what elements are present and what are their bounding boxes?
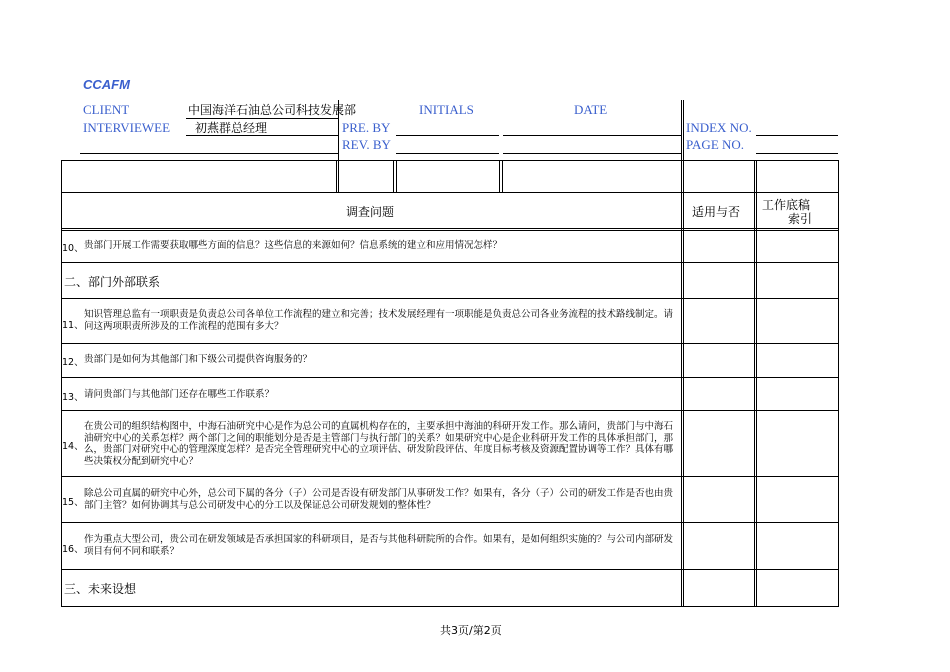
client-underline [186, 118, 338, 119]
table-left-border [61, 160, 62, 606]
divider [336, 160, 337, 192]
client-value: 中国海洋石油总公司科技发展部 [188, 103, 357, 117]
table-right-border [838, 160, 839, 606]
column-header-index-line2: 索引 [788, 212, 813, 226]
question-number: 12、 [62, 357, 84, 368]
question-text: 除总公司直属的研究中心外，总公司下属的各分（子）公司是否设有研发部门从事研发工作？如果有，各分（子）公司的研发工作是否也由贵部门主管？如何协调其与总公司研发中心的分工以及保证总公司研发规划的整体性？ [84, 488, 674, 511]
client-label: CLIENT [83, 102, 130, 117]
question-number: 15、 [62, 497, 84, 508]
index-no-label: INDEX NO. [686, 120, 752, 135]
divider [502, 160, 503, 192]
question-number: 16、 [62, 544, 84, 555]
rev-by-label: REV. BY [342, 137, 391, 152]
question-number: 11、 [62, 320, 84, 331]
divider [393, 160, 394, 192]
date-label: DATE [574, 102, 608, 117]
page-no-label: PAGE NO. [686, 137, 745, 152]
row-border [61, 476, 839, 477]
row-border [61, 343, 839, 344]
table-top-border [61, 160, 839, 161]
question-text: 贵部门开展工作需要获取哪些方面的信息？这些信息的来源如何？信息系统的建立和应用情况怎样？ [84, 240, 503, 251]
row-border [61, 262, 839, 263]
divider [499, 160, 500, 192]
pre-by-date-underline [503, 135, 681, 136]
divider [756, 160, 757, 606]
initials-label: INITIALS [419, 102, 474, 117]
row-border [61, 377, 839, 378]
row-border [61, 522, 839, 523]
row-border [61, 410, 839, 411]
ccafm-logo: CCAFM [83, 77, 130, 92]
question-text: 知识管理总监有一项职责是负责总公司各单位工作流程的建立和完善；技术发展经理有一项职能是负责总公司各业务流程的技术路线制定。请问这两项职责所涉及的工作流程的范围有多大？ [84, 309, 674, 332]
question-number: 14、 [62, 441, 84, 452]
interviewee-underline [186, 135, 338, 136]
row-border [61, 298, 839, 299]
divider [338, 100, 339, 192]
interviewee-value: 初燕群总经理 [195, 121, 268, 135]
column-header-index-line1: 工作底稿 [762, 198, 811, 212]
pre-by-underline [396, 135, 499, 136]
question-text: 在贵公司的组织结构图中，中海石油研究中心是作为总公司的直属机构存在的，主要承担中海油的科研开发工作。那么请问，贵部门与中海石油研究中心的关系怎样？两个部门之间的职能划分是否是主管部门与执行部门的关系？如果研究中心是企业科研开发工作的具体承担部门，那么，贵部门对研究中心的管理深度怎样？是否完全管理研究中心的立项评估、研发阶段评估、年度目标考核及资源配置协调等工作？具体有哪些决策权分配到研究中心？ [84, 421, 674, 467]
table-border [61, 230, 839, 231]
divider [683, 100, 684, 606]
rev-by-underline [396, 153, 499, 154]
page-no-underline [756, 153, 838, 154]
row-underline-left [80, 153, 338, 154]
column-header-question: 调查问题 [346, 205, 395, 219]
table-border [61, 228, 839, 229]
row-border [61, 569, 839, 570]
section-heading: 二、部门外部联系 [64, 275, 161, 289]
rev-by-date-underline [503, 153, 681, 154]
page-footer: 共3页/第2页 [440, 624, 502, 637]
column-header-applicable: 适用与否 [692, 205, 741, 219]
divider [754, 160, 755, 606]
divider [396, 160, 397, 192]
table-border [61, 192, 839, 193]
divider [681, 100, 682, 606]
question-text: 贵部门是如何为其他部门和下级公司提供咨询服务的？ [84, 354, 313, 365]
interviewee-label: INTERVIEWEE [83, 120, 171, 135]
index-no-underline [756, 135, 838, 136]
table-bottom-border [61, 606, 839, 607]
pre-by-label: PRE. BY [342, 120, 391, 135]
section-heading: 三、未来设想 [64, 582, 137, 596]
question-number: 13、 [62, 392, 84, 403]
question-number: 10、 [62, 243, 84, 254]
question-text: 作为重点大型公司，贵公司在研发领域是否承担国家的科研项目，是否与其他科研院所的合作。如果有，是如何组织实施的？与公司内部研发项目有何不同和联系？ [84, 534, 674, 557]
question-text: 请问贵部门与其他部门还存在哪些工作联系？ [84, 389, 275, 400]
